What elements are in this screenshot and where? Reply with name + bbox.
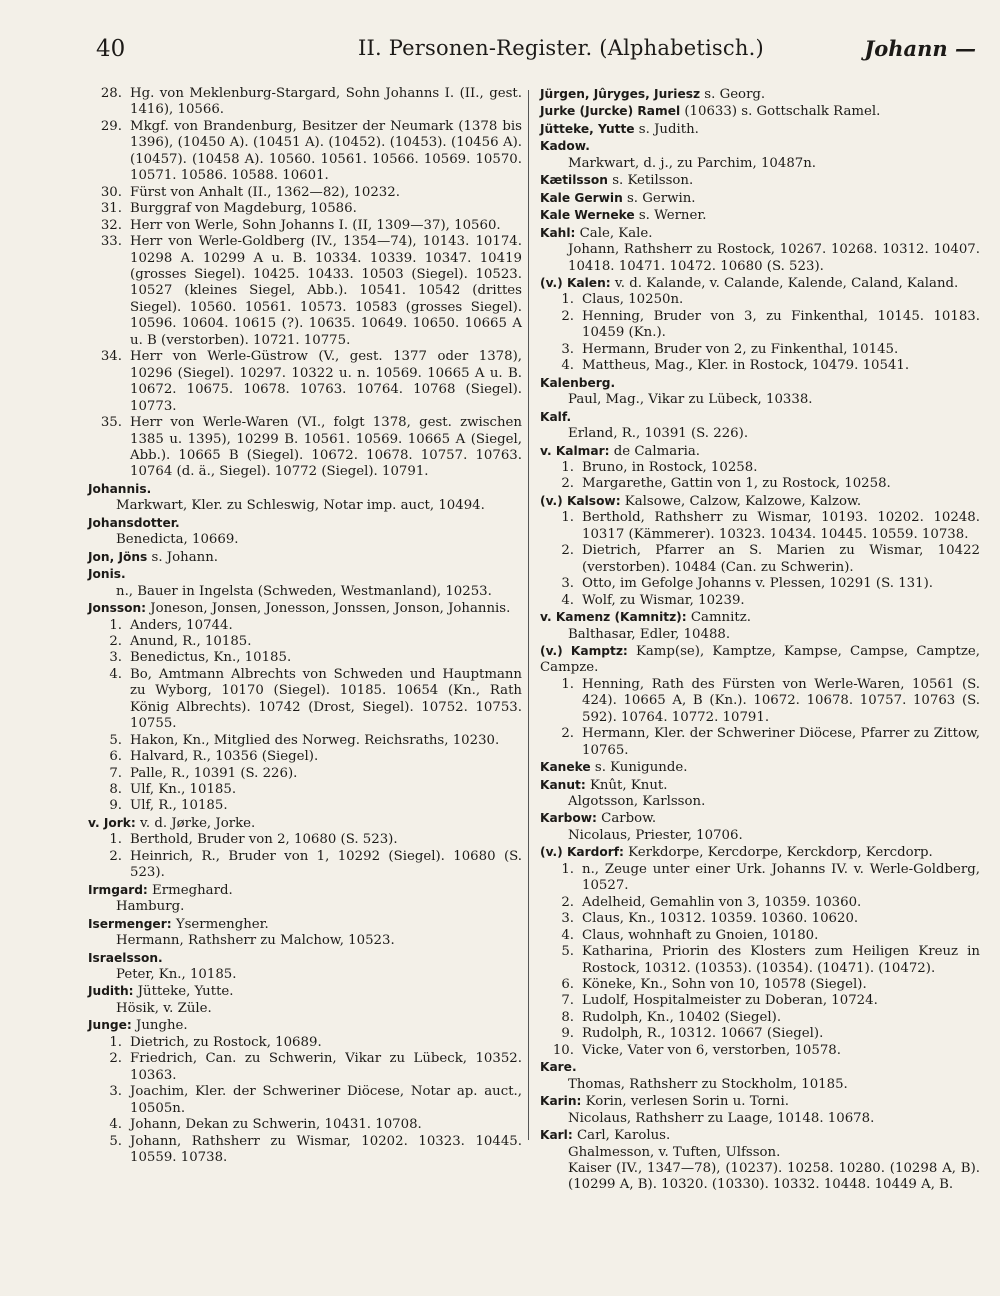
entry-text: Wolf, zu Wismar, 10239. xyxy=(582,592,745,608)
headword: Irmgard: xyxy=(88,882,148,897)
headword: Isermenger: xyxy=(88,916,172,931)
index-subentry xyxy=(540,993,980,1009)
index-continuation: Paul, Mag., Vikar zu Lübeck, 10338. xyxy=(568,392,813,408)
index-subentry xyxy=(540,944,980,977)
entry-number: 9. xyxy=(109,798,122,814)
entry-text: Rudolph, Kn., 10402 (Siegel). xyxy=(582,1009,782,1025)
headword: (v.) Kalen: xyxy=(540,275,611,290)
index-subentry xyxy=(540,677,980,726)
headword: Johannis. xyxy=(88,481,152,496)
entry-text: Margarethe, Gattin von 1, zu Rostock, 10258. xyxy=(582,476,891,492)
index-headword-entry xyxy=(88,481,522,498)
entry-text: Friedrich, Can. zu Schwerin, Vikar zu Lübeck, 10352. 10363. xyxy=(130,1051,522,1083)
index-continuation: Peter, Kn., 10185. xyxy=(116,967,237,983)
index-headword-entry xyxy=(540,225,980,242)
headword-variants: de Calmaria. xyxy=(609,443,700,459)
headword-variants: Ermeghard. xyxy=(147,882,233,898)
headword-variants: s. Ketilsson. xyxy=(607,173,694,189)
index-subentry xyxy=(540,292,980,308)
index-headword-entry xyxy=(540,190,980,207)
entry-number: 29. xyxy=(100,118,122,134)
headword: Kadow. xyxy=(540,139,590,154)
headword-variants: (10633) s. Gottschalk Ramel. xyxy=(680,104,881,120)
entry-text: Claus, 10250n. xyxy=(582,292,684,308)
index-subentry xyxy=(88,832,522,848)
headword: v. Jork: xyxy=(88,815,136,830)
entry-text: Anund, R., 10185. xyxy=(130,633,252,649)
index-headword-entry xyxy=(540,759,980,776)
index-headword-entry xyxy=(540,103,980,120)
entry-number: 1. xyxy=(561,676,574,692)
headword-variants: Knût, Knut. xyxy=(585,777,668,793)
entry-number: 3. xyxy=(561,576,574,592)
index-subentry xyxy=(540,358,980,374)
headword-variants: Kerkdorpe, Kercdorpe, Kerckdorp, Kercdorp. xyxy=(623,845,933,861)
entry-number: 6. xyxy=(109,749,122,765)
entry-number: 32. xyxy=(100,217,122,233)
index-continuation: Hamburg. xyxy=(116,899,185,915)
right-column xyxy=(540,86,980,1194)
entry-number: 3. xyxy=(109,650,122,666)
index-subentry xyxy=(540,1043,980,1059)
index-subentry xyxy=(88,634,522,650)
entry-text: Vicke, Vater von 6, verstorben, 10578. xyxy=(582,1042,841,1058)
index-subentry xyxy=(540,576,980,592)
headword-variants: s. Gerwin. xyxy=(622,190,696,206)
headword: Kalenberg. xyxy=(540,375,616,390)
index-continuation: Balthasar, Edler, 10488. xyxy=(568,626,731,642)
entry-text: Anders, 10744. xyxy=(130,617,233,633)
headword: Kahl: xyxy=(540,225,576,240)
index-subentry xyxy=(540,911,980,927)
entry-number: 34. xyxy=(100,349,122,365)
index-headword-entry xyxy=(540,810,980,827)
entry-number: 2. xyxy=(561,543,574,559)
index-continuation: Algotsson, Karlsson. xyxy=(568,794,706,810)
headword-variants: s. Georg. xyxy=(700,87,766,102)
entry-number: 1. xyxy=(561,459,574,475)
entry-number: 5. xyxy=(561,944,574,960)
entry-number: 9. xyxy=(561,1026,574,1042)
headword-variants: Jütteke, Yutte. xyxy=(133,984,234,1000)
index-subentry xyxy=(88,618,522,634)
entry-text: Katharina, Priorin des Klosters zum Heiligen Kreuz in Rostock, 10312. (10353). (10354). (10471). (10472). xyxy=(582,944,980,976)
index-headword-entry xyxy=(540,643,980,677)
index-subentry xyxy=(88,415,522,481)
entry-number: 4. xyxy=(561,358,574,374)
index-subentry xyxy=(88,185,522,201)
entry-text: Köneke, Kn., Sohn von 10, 10578 (Siegel). xyxy=(582,977,867,993)
index-headword-entry xyxy=(540,844,980,861)
entry-text: Halvard, R., 10356 (Siegel). xyxy=(130,749,319,765)
index-continuation: n., Bauer in Ingelsta (Schweden, Westmanland), 10253. xyxy=(116,583,492,599)
entry-text: Mkgf. von Brandenburg, Besitzer der Neumark (1378 bis 1396), (10450 A). (10451 A). (10452). (10453). (10456 A). (10457). (10458 A). 10560. 10561. 10566. 10569. 10570. 10571. 10586. 10588. 10601. xyxy=(130,118,522,184)
entry-number: 8. xyxy=(561,1009,574,1025)
index-headword-entry xyxy=(540,1059,980,1076)
headword-variants: Joneson, Jonsen, Jonesson, Jonssen, Jonson, Johannis. xyxy=(146,601,511,617)
headword: Kanut: xyxy=(540,777,586,792)
index-subentry xyxy=(540,726,980,759)
headword: Jütteke, Yutte xyxy=(540,121,635,136)
column-divider xyxy=(528,90,529,1140)
index-headword-entry xyxy=(88,600,522,617)
headword: Johansdotter. xyxy=(88,515,180,530)
headword-variants: v. d. Jørke, Jorke. xyxy=(135,815,256,831)
entry-text: Hermann, Kler. der Schweriner Diöcese, Pfarrer zu Zittow, 10765. xyxy=(582,726,980,758)
headword: Jurke (Jurcke) Ramel xyxy=(540,104,681,119)
entry-number: 30. xyxy=(100,184,122,200)
index-headword-entry xyxy=(88,549,522,566)
headword: Kætilsson xyxy=(540,173,608,188)
entry-text: Berthold, Bruder von 2, 10680 (S. 523). xyxy=(130,832,398,848)
entry-text: Adelheid, Gemahlin von 3, 10359. 10360. xyxy=(582,894,862,910)
headword-variants: s. Werner. xyxy=(634,208,707,224)
entry-text: Otto, im Gefolge Johanns v. Plessen, 10291 (S. 131). xyxy=(582,576,934,592)
headword-variants: v. d. Kalande, v. Calande, Kalende, Caland, Kaland. xyxy=(610,275,959,291)
headword: v. Kalmar: xyxy=(540,443,610,458)
entry-number: 3. xyxy=(109,1084,122,1100)
entry-number: 6. xyxy=(561,977,574,993)
index-subentry xyxy=(88,749,522,765)
index-continuation: Nicolaus, Priester, 10706. xyxy=(568,827,743,843)
headword: Kale Gerwin xyxy=(540,190,623,205)
entry-text: Ludolf, Hospitalmeister zu Doberan, 10724. xyxy=(582,993,878,1009)
entry-text: Hermann, Bruder von 2, zu Finkenthal, 10145. xyxy=(582,341,899,357)
headword: Kalf. xyxy=(540,409,572,424)
entry-number: 2. xyxy=(109,1051,122,1067)
entry-text: Berthold, Rathsherr zu Wismar, 10193. 10202. 10248. 10317 (Kämmerer). 10323. 10434. 10445. 10559. 10738. xyxy=(582,510,980,542)
index-continuation: Hösik, v. Züle. xyxy=(116,1000,212,1016)
headword-variants: Ysermengher. xyxy=(171,916,269,932)
entry-number: 4. xyxy=(561,927,574,943)
page-title: II. Personen-Register. (Alphabetisch.) xyxy=(358,36,764,60)
index-continuation: Markwart, Kler. zu Schleswig, Notar imp. auct, 10494. xyxy=(116,498,485,514)
entry-number: 2. xyxy=(109,848,122,864)
headword: Jonsson: xyxy=(88,601,147,616)
entry-number: 5. xyxy=(109,1133,122,1149)
headword: (v.) Kalsow: xyxy=(540,493,621,508)
index-subentry xyxy=(88,782,522,798)
index-headword-entry xyxy=(88,882,522,899)
headword-variants: s. Judith. xyxy=(634,121,699,137)
index-subentry xyxy=(88,1035,522,1051)
headword: Judith: xyxy=(88,984,134,999)
index-headword-entry xyxy=(88,950,522,967)
index-subentry xyxy=(540,510,980,543)
entry-text: Henning, Bruder von 3, zu Finkenthal, 10145. 10183. 10459 (Kn.). xyxy=(582,308,980,341)
index-continuation: Nicolaus, Rathsherr zu Laage, 10148. 10678. xyxy=(568,1110,875,1126)
headword: Karin: xyxy=(540,1094,582,1109)
index-subentry xyxy=(88,798,522,814)
entry-text: Dietrich, Pfarrer an S. Marien zu Wismar, 10422 (verstorben). 10484 (Can. zu Schwerin). xyxy=(582,543,980,575)
entry-text: Mattheus, Mag., Kler. in Rostock, 10479. 10541. xyxy=(582,358,910,374)
entry-text: Claus, Kn., 10312. 10359. 10360. 10620. xyxy=(582,911,859,927)
headword-variants: s. Kunigunde. xyxy=(590,760,688,776)
index-headword-entry xyxy=(540,207,980,224)
index-subentry xyxy=(88,667,522,733)
headword: Junge: xyxy=(88,1018,132,1033)
entry-number: 1. xyxy=(109,617,122,633)
index-subentry xyxy=(540,309,980,342)
index-continuation: Hermann, Rathsherr zu Malchow, 10523. xyxy=(116,933,395,949)
headword: Kaneke xyxy=(540,760,591,775)
index-continuation: Benedicta, 10669. xyxy=(116,532,239,548)
index-subentry xyxy=(88,1084,522,1117)
entry-number: 5. xyxy=(109,732,122,748)
headword-variants: Cale, Kale. xyxy=(575,225,653,241)
entry-text: Joachim, Kler. der Schweriner Diöcese, Notar ap. auct., 10505n. xyxy=(130,1084,522,1116)
index-subentry xyxy=(540,476,980,492)
entry-number: 33. xyxy=(100,234,122,250)
headword: Karl: xyxy=(540,1128,573,1143)
index-subentry xyxy=(540,928,980,944)
entry-text: Henning, Rath des Fürsten von Werle-Waren, 10561 (S. 424). 10665 A, B (Kn.). 10672. 10678. 10757. 10763 (S. 592). 10764. 10772. 10791. xyxy=(582,676,980,725)
index-subentry xyxy=(540,342,980,358)
running-head: Johann — xyxy=(864,36,976,61)
entry-text: Hakon, Kn., Mitglied des Norweg. Reichsraths, 10230. xyxy=(130,732,500,748)
entry-number: 3. xyxy=(561,341,574,357)
entry-number: 4. xyxy=(561,592,574,608)
headword: Israelsson. xyxy=(88,950,163,965)
headword-variants: Camnitz. xyxy=(686,610,751,626)
index-continuation: Kaiser (IV., 1347—78), (10237). 10258. 10280. (10298 A, B). (10299 A, B). 10320. (10330). 10332. 10448. 10449 A, B. xyxy=(568,1161,980,1193)
index-subentry xyxy=(88,201,522,217)
entry-text: Claus, wohnhaft zu Gnoien, 10180. xyxy=(582,927,819,943)
index-subentry xyxy=(540,543,980,576)
headword: Kale Werneke xyxy=(540,208,635,223)
entry-text: Johann, Dekan zu Schwerin, 10431. 10708. xyxy=(130,1117,422,1133)
entry-text: n., Zeuge unter einer Urk. Johanns IV. v. Werle-Goldberg, 10527. xyxy=(582,861,980,894)
index-subentry xyxy=(88,86,522,119)
index-continuation: Johann, Rathsherr zu Rostock, 10267. 10268. 10312. 10407. 10418. 10471. 10472. 10680 (S. 523). xyxy=(568,242,980,274)
headword: v. Kamenz (Kamnitz): xyxy=(540,610,687,625)
entry-number: 2. xyxy=(561,308,574,324)
index-subentry xyxy=(88,1117,522,1133)
index-headword-entry xyxy=(540,138,980,155)
entry-number: 7. xyxy=(561,993,574,1009)
index-headword-entry xyxy=(540,1093,980,1110)
index-headword-entry xyxy=(540,609,980,626)
entry-number: 1. xyxy=(561,510,574,526)
index-subentry xyxy=(88,234,522,349)
entry-text: Bo, Amtmann Albrechts von Schweden und Hauptmann zu Wyborg, 10170 (Siegel). 10185. 10654 (Kn., Rath König Albrechts). 10742 (Drost, Siegel). 10752. 10753. 10755. xyxy=(130,666,522,732)
index-subentry xyxy=(88,766,522,782)
index-headword-entry xyxy=(540,121,980,138)
index-subentry xyxy=(88,349,522,415)
index-headword-entry xyxy=(88,983,522,1000)
index-headword-entry xyxy=(88,1017,522,1034)
entry-number: 1. xyxy=(109,1034,122,1050)
entry-number: 28. xyxy=(100,86,122,101)
index-subentry xyxy=(540,895,980,911)
index-subentry xyxy=(88,119,522,185)
index-headword-entry xyxy=(540,275,980,292)
index-subentry xyxy=(88,849,522,882)
index-subentry xyxy=(540,593,980,609)
headword-variants: Junghe. xyxy=(131,1018,188,1034)
index-subentry xyxy=(540,460,980,476)
entry-number: 31. xyxy=(100,201,122,217)
entry-number: 7. xyxy=(109,765,122,781)
headword-variants: s. Johann. xyxy=(147,549,218,565)
index-subentry xyxy=(540,977,980,993)
entry-number: 4. xyxy=(109,1117,122,1133)
entry-text: Ulf, Kn., 10185. xyxy=(130,782,237,798)
headword-variants: Kamp(se), Kamptze, Kampse, Campse, Camptze, Campze. xyxy=(540,643,980,676)
entry-text: Johann, Rathsherr zu Wismar, 10202. 10323. 10445. 10559. 10738. xyxy=(130,1133,522,1165)
index-continuation: Thomas, Rathsherr zu Stockholm, 10185. xyxy=(568,1076,848,1092)
index-subentry xyxy=(88,650,522,666)
index-subentry xyxy=(540,1010,980,1026)
headword: Kare. xyxy=(540,1060,577,1075)
headword: Jon, Jöns xyxy=(88,549,148,564)
index-continuation: Ghalmesson, v. Tuften, Ulfsson. xyxy=(568,1144,781,1160)
index-headword-entry xyxy=(88,515,522,532)
headword-variants: Carbow. xyxy=(596,811,657,827)
headword: (v.) Kardorf: xyxy=(540,845,624,860)
left-column xyxy=(88,86,522,1166)
index-headword-entry xyxy=(88,566,522,583)
entry-text: Fürst von Anhalt (II., 1362—82), 10232. xyxy=(130,184,400,200)
entry-text: Burggraf von Magdeburg, 10586. xyxy=(130,201,357,217)
index-headword-entry xyxy=(540,409,980,426)
index-headword-entry xyxy=(540,172,980,189)
headword-variants: Korin, verlesen Sorin u. Torni. xyxy=(581,1094,789,1110)
index-headword-entry xyxy=(540,443,980,460)
headword: Karbow: xyxy=(540,811,597,826)
entry-text: Dietrich, zu Rostock, 10689. xyxy=(130,1034,322,1050)
entry-text: Herr von Werle, Sohn Johanns I. (II, 1309—37), 10560. xyxy=(130,217,501,233)
index-headword-entry xyxy=(540,375,980,392)
entry-number: 8. xyxy=(109,782,122,798)
entry-number: 1. xyxy=(561,292,574,308)
entry-text: Bruno, in Rostock, 10258. xyxy=(582,459,758,475)
headword-variants: Kalsowe, Calzow, Kalzowe, Kalzow. xyxy=(620,493,862,509)
entry-number: 1. xyxy=(109,832,122,848)
entry-number: 1. xyxy=(561,861,574,877)
index-subentry xyxy=(540,1026,980,1042)
entry-number: 2. xyxy=(561,726,574,742)
index-headword-entry xyxy=(88,815,522,832)
index-headword-entry xyxy=(540,86,980,103)
index-subentry xyxy=(88,1051,522,1084)
headword-variants: Carl, Karolus. xyxy=(572,1128,671,1144)
entry-number: 4. xyxy=(109,666,122,682)
headword: Jürgen, Jûryges, Juriesz xyxy=(540,87,701,101)
entry-text: Palle, R., 10391 (S. 226). xyxy=(130,765,298,781)
index-subentry xyxy=(88,218,522,234)
index-headword-entry xyxy=(88,916,522,933)
index-subentry xyxy=(88,1134,522,1167)
entry-text: Heinrich, R., Bruder von 1, 10292 (Siegel). 10680 (S. 523). xyxy=(130,848,522,881)
index-subentry xyxy=(88,733,522,749)
entry-number: 35. xyxy=(100,415,122,431)
entry-text: Ulf, R., 10185. xyxy=(130,798,228,814)
entry-number: 10. xyxy=(552,1042,574,1058)
entry-number: 2. xyxy=(561,476,574,492)
entry-text: Hg. von Meklenburg-Stargard, Sohn Johanns I. (II., gest. 1416), 10566. xyxy=(130,86,522,118)
headword: (v.) Kamptz: xyxy=(540,643,628,658)
index-subentry xyxy=(540,862,980,895)
entry-text: Herr von Werle-Goldberg (IV., 1354—74), 10143. 10174. 10298 A. 10299 A u. B. 10334. 10339. 10347. 10419 (grosses Siegel). 10425. 10433. 10503 (Siegel). 10523. 10527 (kleines Siegel, Abb.). 10541. 10542 (drittes Siegel). 10560. 10561. 10573. 10583 (grosses Siegel). 10596. 10604. 10615 (?). 10635. 10649. 10650. 10665 A u. B (verstorben). 10721. 10775. xyxy=(130,234,522,348)
index-continuation: Markwart, d. j., zu Parchim, 10487n. xyxy=(568,155,817,171)
entry-text: Rudolph, R., 10312. 10667 (Siegel). xyxy=(582,1026,824,1042)
entry-number: 2. xyxy=(109,633,122,649)
headword: Jonis. xyxy=(88,567,126,582)
entry-text: Herr von Werle-Waren (VI., folgt 1378, gest. zwischen 1385 u. 1395), 10299 B. 10561. 10569. 10665 A (Siegel, Abb.). 10665 B (Siegel). 10672. 10678. 10757. 10763. 10764 (d. ä., Siegel). 10772 (Siegel). 10791. xyxy=(130,415,522,480)
entry-number: 3. xyxy=(561,911,574,927)
page-number: 40 xyxy=(96,36,126,62)
entry-text: Herr von Werle-Güstrow (V., gest. 1377 oder 1378), 10296 (Siegel). 10297. 10322 u. n. 10569. 10665 A u. B. 10672. 10675. 10678. 10763. 10764. 10768 (Siegel). 10773. xyxy=(130,349,522,414)
index-headword-entry xyxy=(540,777,980,794)
page-header xyxy=(96,36,976,72)
entry-number: 2. xyxy=(561,894,574,910)
entry-text: Benedictus, Kn., 10185. xyxy=(130,650,292,666)
index-headword-entry xyxy=(540,493,980,510)
index-continuation: Erland, R., 10391 (S. 226). xyxy=(568,426,749,442)
index-headword-entry xyxy=(540,1127,980,1144)
